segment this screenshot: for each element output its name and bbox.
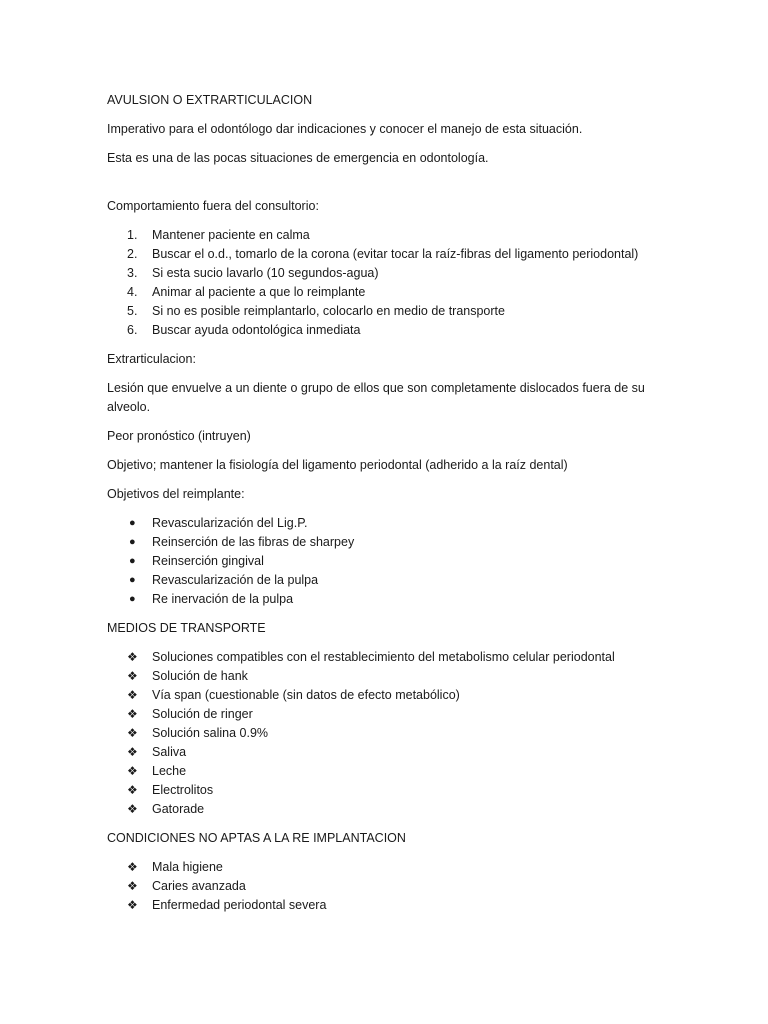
list-item-text: Electrolitos bbox=[152, 783, 214, 797]
bullet-dot-icon: ● bbox=[129, 593, 136, 605]
list-item bbox=[107, 533, 667, 552]
list-item-text: Re inervación de la pulpa bbox=[152, 592, 294, 606]
list-item-text: Caries avanzada bbox=[152, 879, 246, 893]
four-diamond-bullet-icon: ❖ bbox=[127, 707, 138, 721]
definition-paragraph: Lesión que envuelve a un diente o grupo de ellos que son completamente dislocados fuera de su alveolo. bbox=[107, 381, 645, 414]
document-body bbox=[107, 91, 667, 925]
document-title: AVULSION O EXTRARTICULACION bbox=[107, 93, 313, 107]
blank-line bbox=[107, 178, 667, 197]
list-item-text: Enfermedad periodontal severa bbox=[152, 898, 327, 912]
list-item bbox=[107, 762, 667, 781]
bullet-dot-icon: ● bbox=[129, 574, 136, 586]
list-number: 4. bbox=[127, 285, 138, 299]
list-item bbox=[107, 781, 667, 800]
list-item bbox=[107, 724, 667, 743]
list-item-text: Leche bbox=[152, 764, 187, 778]
four-diamond-bullet-icon: ❖ bbox=[127, 860, 138, 874]
list-item bbox=[107, 321, 667, 340]
list-item-text: Solución salina 0.9% bbox=[152, 726, 269, 740]
four-diamond-bullet-icon: ❖ bbox=[127, 669, 138, 683]
four-diamond-bullet-icon: ❖ bbox=[127, 745, 138, 759]
extrarticulacion-heading: Extrarticulacion: bbox=[107, 352, 196, 366]
four-diamond-bullet-icon: ❖ bbox=[127, 688, 138, 702]
list-number: 1. bbox=[127, 228, 138, 242]
bullet-dot-icon: ● bbox=[129, 517, 136, 529]
conditions-list bbox=[107, 858, 667, 915]
list-item bbox=[107, 667, 667, 686]
list-item-text: Reinserción de las fibras de sharpey bbox=[152, 535, 355, 549]
four-diamond-bullet-icon: ❖ bbox=[127, 898, 138, 912]
reimplant-objectives-list bbox=[107, 514, 667, 609]
list-item bbox=[107, 877, 667, 896]
list-number: 5. bbox=[127, 304, 138, 318]
prognosis-paragraph: Peor pronóstico (intruyen) bbox=[107, 429, 251, 443]
list-item bbox=[107, 283, 667, 302]
list-item-text: Mala higiene bbox=[152, 860, 223, 874]
bullet-dot-icon: ● bbox=[129, 536, 136, 548]
behavior-heading: Comportamiento fuera del consultorio: bbox=[107, 199, 319, 213]
reimplant-heading: Objetivos del reimplante: bbox=[107, 487, 245, 501]
list-item bbox=[107, 514, 667, 533]
list-item-text: Mantener paciente en calma bbox=[152, 228, 310, 242]
list-item bbox=[107, 245, 667, 264]
list-item-text: Revascularización del Lig.P. bbox=[152, 516, 308, 530]
four-diamond-bullet-icon: ❖ bbox=[127, 650, 138, 664]
list-item bbox=[107, 648, 667, 667]
four-diamond-bullet-icon: ❖ bbox=[127, 764, 138, 778]
intro-paragraph-2: Esta es una de las pocas situaciones de emergencia en odontología. bbox=[107, 151, 489, 165]
list-item-text: Buscar ayuda odontológica inmediata bbox=[152, 323, 361, 337]
conditions-heading: CONDICIONES NO APTAS A LA RE IMPLANTACION bbox=[107, 831, 406, 845]
list-item bbox=[107, 571, 667, 590]
list-item bbox=[107, 302, 667, 321]
list-item bbox=[107, 226, 667, 245]
list-item-text: Gatorade bbox=[152, 802, 205, 816]
list-number: 6. bbox=[127, 323, 138, 337]
list-item-text: Buscar el o.d., tomarlo de la corona (evitar tocar la raíz-fibras del ligamento periodontal) bbox=[152, 247, 639, 261]
list-number: 2. bbox=[127, 247, 138, 261]
transport-media-list bbox=[107, 648, 667, 819]
list-item-text: Si no es posible reimplantarlo, colocarlo en medio de transporte bbox=[152, 304, 505, 318]
list-number: 3. bbox=[127, 266, 138, 280]
list-item-text: Solución de ringer bbox=[152, 707, 253, 721]
list-item bbox=[107, 686, 667, 705]
list-item bbox=[107, 858, 667, 877]
list-item-text: Soluciones compatibles con el restablecimiento del metabolismo celular periodontal bbox=[152, 650, 615, 664]
transport-heading: MEDIOS DE TRANSPORTE bbox=[107, 621, 266, 635]
intro-paragraph-1: Imperativo para el odontólogo dar indicaciones y conocer el manejo de esta situación. bbox=[107, 122, 583, 136]
list-item bbox=[107, 800, 667, 819]
list-item-text: Animar al paciente a que lo reimplante bbox=[152, 285, 366, 299]
four-diamond-bullet-icon: ❖ bbox=[127, 879, 138, 893]
objective-paragraph: Objetivo; mantener la fisiología del ligamento periodontal (adherido a la raíz dental) bbox=[107, 458, 568, 472]
list-item-text: Solución de hank bbox=[152, 669, 248, 683]
list-item bbox=[107, 743, 667, 762]
list-item bbox=[107, 590, 667, 609]
list-item-text: Vía span (cuestionable (sin datos de efecto metabólico) bbox=[152, 688, 460, 702]
list-item-text: Revascularización de la pulpa bbox=[152, 573, 319, 587]
list-item bbox=[107, 264, 667, 283]
list-item-text: Si esta sucio lavarlo (10 segundos-agua) bbox=[152, 266, 379, 280]
list-item-text: Saliva bbox=[152, 745, 187, 759]
four-diamond-bullet-icon: ❖ bbox=[127, 802, 138, 816]
bullet-dot-icon: ● bbox=[129, 555, 136, 567]
four-diamond-bullet-icon: ❖ bbox=[127, 783, 138, 797]
list-item-text: Reinserción gingival bbox=[152, 554, 264, 568]
four-diamond-bullet-icon: ❖ bbox=[127, 726, 138, 740]
list-item bbox=[107, 896, 667, 915]
list-item bbox=[107, 705, 667, 724]
behavior-steps-list bbox=[107, 226, 667, 340]
list-item bbox=[107, 552, 667, 571]
